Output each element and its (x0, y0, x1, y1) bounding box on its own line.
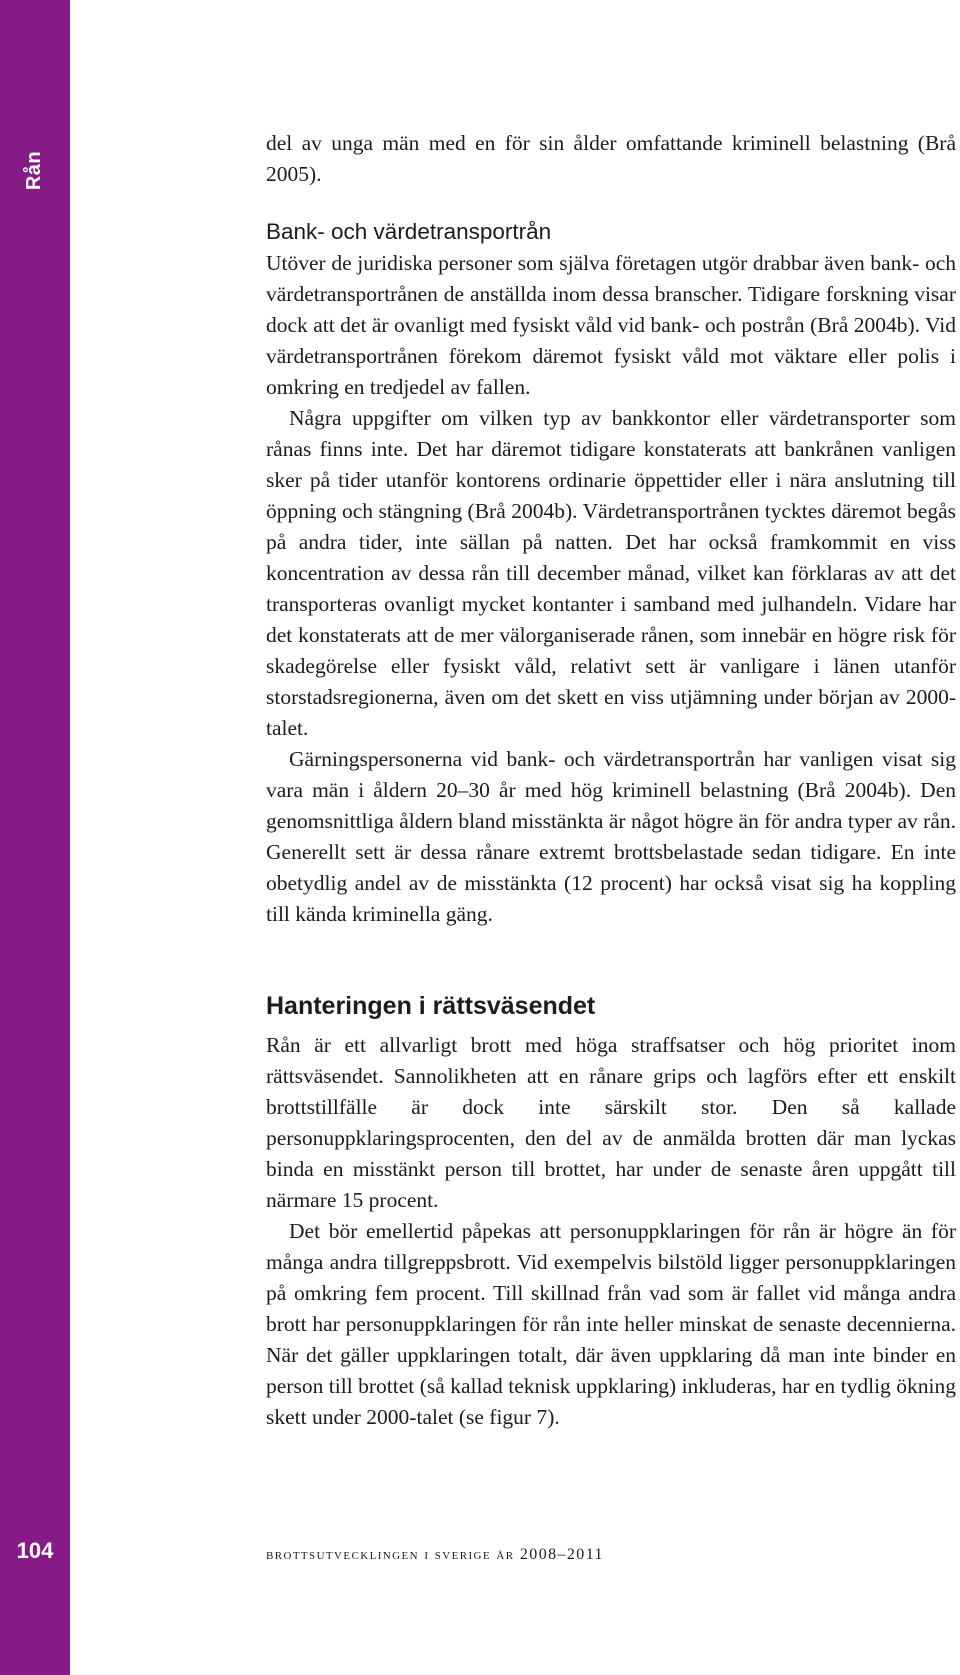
subsection-heading: Bank- och värdetransportrån (266, 219, 552, 244)
running-footer: brottsutvecklingen i sverige år 2008–2011 (266, 1546, 604, 1563)
section-tab-label: Rån (23, 150, 46, 190)
spacer (266, 190, 956, 216)
page-number: 104 (16, 1538, 54, 1563)
section-heading: Hanteringen i rättsväsendet (266, 992, 596, 1020)
body-paragraph: Det bör emellertid påpekas att personuppklaringen för rån är högre än för många andra tillgreppsbrott. Vid exempelvis bilstöld ligger personuppklaringen på omkring fem procent. Till skillnad från vad som är fallet vid många andra brott har personuppklaringen för rån inte heller minskat de senaste decennierna. När det gäller uppklaringen totalt, där även uppklaring då man inte binder en person till brottet (så kallad teknisk uppklaring) inkluderas, har en tydlig ökning skett under 2000-talet (se figur 7). (266, 1219, 956, 1429)
body-paragraph: Gärningspersonerna vid bank- och värdetransportrån har vanligen visat sig vara män i åldern 20–30 år med hög kriminell belastning (Brå 2004b). Den genomsnittliga åldern bland misstänkta är något högre än för andra typer av rån. Generellt sett är dessa rånare extremt brottsbelastade sedan tidigare. En inte obetydlig andel av de misstänkta (12 procent) har också visat sig ha koppling till kända kriminella gäng. (266, 747, 956, 926)
section-sidebar (0, 0, 70, 1675)
page-body (266, 128, 956, 1433)
intro-paragraph: del av unga män med en för sin ålder omfattande kriminell belastning (Brå 2005). (266, 131, 956, 186)
body-paragraph: Utöver de juridiska personer som själva företagen utgör drabbar även bank- och värdetransportrånen de anställda inom dessa branscher. Tidigare forskning visar dock att det är ovanligt med fysiskt våld vid bank- och postrån (Brå 2004b). Vid värdetransportrånen förekom däremot fysiskt våld mot väktare eller polis i omkring en tredjedel av fallen. (266, 251, 956, 399)
spacer (266, 930, 956, 988)
body-paragraph: Några uppgifter om vilken typ av bankkontor eller värdetransporter som rånas finns inte. Det har däremot tidigare konstaterats att bankrånen vanligen sker på tider utanför kontorens ordinarie öppettider eller i nära anslutning till öppning och stängning (Brå 2004b). Värdetransportrånen tycktes däremot begås på andra tider, inte sällan på natten. Det har också framkommit en viss koncentration av dessa rån till december månad, vilket kan förklaras av att det transporteras ovanligt mycket kontanter i samband med julhandeln. Vidare har det konstaterats att de mer välorganiserade rånen, som innebär en högre risk för skadegörelse eller fysiskt våld, relativt sett är vanligare i länen utanför storstadsregionerna, även om det skett en viss utjämning under början av 2000-talet. (266, 406, 956, 740)
body-paragraph: Rån är ett allvarligt brott med höga straffsatser och hög prioritet inom rättsväsendet. Sannolikheten att en rånare grips och lagförs efter ett enskilt brottstillfälle är dock inte särskilt stor. Den så kallade personuppklaringsprocenten, den del av de anmälda brotten där man lyckas binda en misstänkt person till brottet, har under de senaste åren uppgått till närmare 15 procent. (266, 1033, 956, 1212)
section-tab (6, 140, 64, 200)
